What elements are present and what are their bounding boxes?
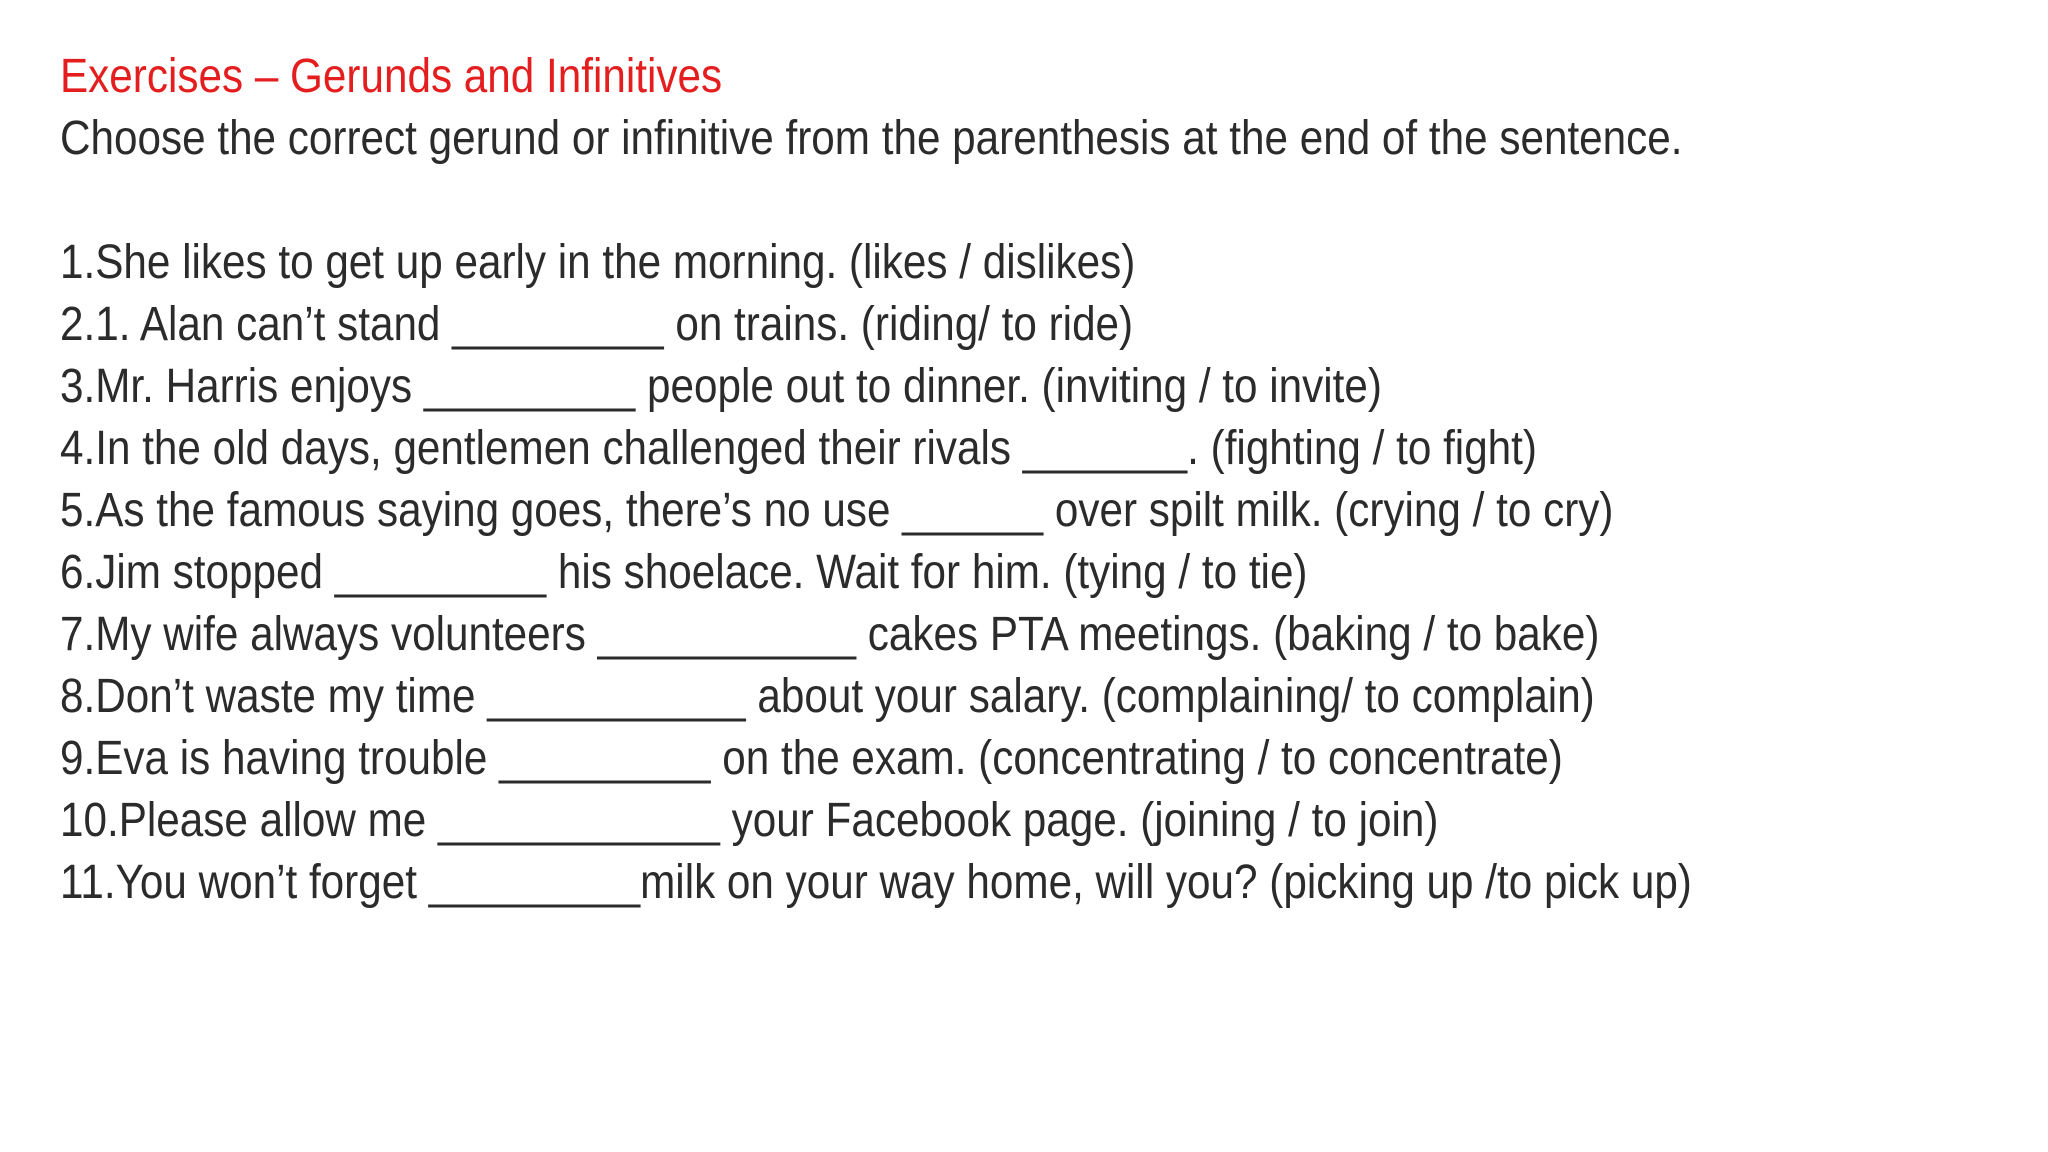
exercise-item-7: 7.My wife always volunteers ___________ cakes PTA meetings. (baking / to bake)	[60, 608, 1600, 661]
exercise-item-10: 10.Please allow me ____________ your Facebook page. (joining / to join)	[60, 794, 1439, 847]
exercise-item-1: 1.She likes to get up early in the morning. (likes / dislikes)	[60, 236, 1136, 289]
exercise-item-2: 2.1. Alan can’t stand _________ on trains. (riding/ to ride)	[60, 298, 1134, 351]
slide-title: Exercises – Gerunds and Infinitives	[60, 50, 723, 103]
instructions-text: Choose the correct gerund or infinitive from the parenthesis at the end of the sentence.	[60, 112, 1683, 165]
exercise-item-6: 6.Jim stopped _________ his shoelace. Wait for him. (tying / to tie)	[60, 546, 1308, 599]
exercise-item-5: 5.As the famous saying goes, there’s no use ______ over spilt milk. (crying / to cry)	[60, 484, 1614, 537]
exercise-item-8: 8.Don’t waste my time ___________ about your salary. (complaining/ to complain)	[60, 670, 1595, 723]
exercise-item-9: 9.Eva is having trouble _________ on the exam. (concentrating / to concentrate)	[60, 732, 1563, 785]
exercise-item-3: 3.Mr. Harris enjoys _________ people out to dinner. (inviting / to invite)	[60, 360, 1382, 413]
slide-content	[60, 46, 1785, 914]
blank-line	[60, 170, 1785, 232]
exercise-item-11: 11.You won’t forget _________milk on your way home, will you? (picking up /to pick up)	[60, 856, 1692, 909]
exercise-item-4: 4.In the old days, gentlemen challenged their rivals _______. (fighting / to fight)	[60, 422, 1537, 475]
exercise-list	[60, 232, 1785, 914]
